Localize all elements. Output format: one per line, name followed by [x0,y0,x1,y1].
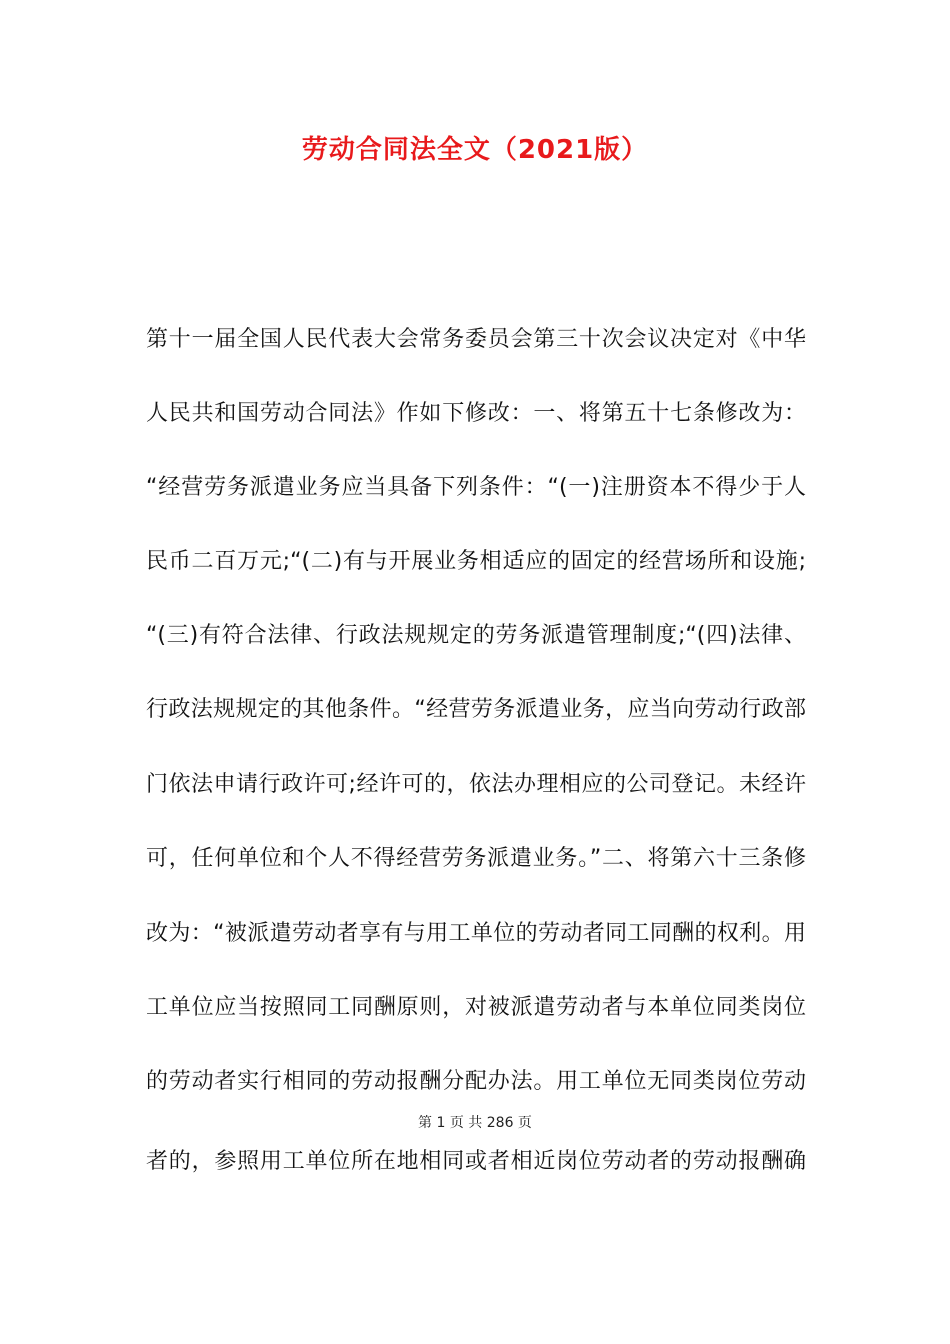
body-text-line: 工单位应当按照同工同酬原则，对被派遣劳动者与本单位同类岗位 [146,995,806,1020]
body-text-line: “经营劳务派遣业务应当具备下列条件：“(一)注册资本不得少于人 [146,475,806,500]
body-text-line: 第十一届全国人民代表大会常务委员会第三十次会议决定对《中华 [146,327,806,352]
body-text-line: 可，任何单位和个人不得经营劳务派遣业务。”二、将第六十三条修 [146,846,806,871]
body-text-line: 的劳动者实行相同的劳动报酬分配办法。用工单位无同类岗位劳动 [146,1069,806,1094]
body-text-line: “(三)有符合法律、行政法规规定的劳务派遣管理制度;“(四)法律、 [146,623,806,648]
body-text-line-continued: 者的，参照用工单位所在地相同或者相近岗位劳动者的劳动报酬确 [146,1149,806,1174]
body-text-line: 人民共和国劳动合同法》作如下修改：一、将第五十七条修改为： [146,401,806,426]
body-text-line: 民币二百万元;“(二)有与开展业务相适应的固定的经营场所和设施; [146,549,806,574]
body-text-line: 行政法规规定的其他条件。“经营劳务派遣业务，应当向劳动行政部 [146,697,806,722]
document-title: 劳动合同法全文（2021版） [301,135,649,165]
body-text-line: 门依法申请行政许可;经许可的，依法办理相应的公司登记。未经许 [146,772,806,797]
body-text-line: 改为：“被派遣劳动者享有与用工单位的劳动者同工同酬的权利。用 [146,921,806,946]
page-number-footer: 第 1 页 共 286 页 [418,1115,532,1131]
